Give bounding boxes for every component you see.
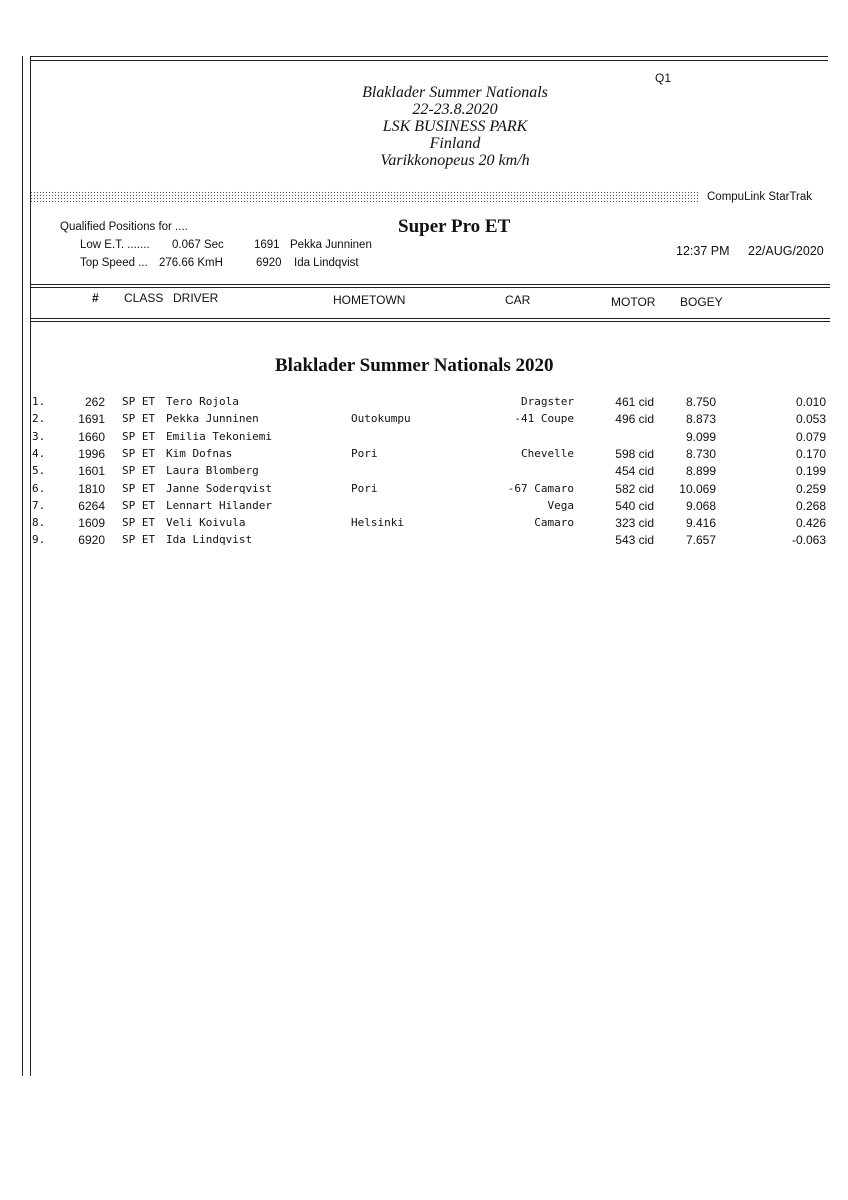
dotted-separator: [30, 191, 700, 202]
row-number: 1996: [78, 446, 105, 461]
header-rule-top-2: [30, 287, 830, 288]
row-position: 1.: [32, 395, 46, 408]
table-row: [0, 499, 848, 516]
row-bogey: 8.750: [685, 395, 716, 409]
qualified-label: Qualified Positions for ....: [60, 221, 188, 233]
table-row: [0, 482, 848, 499]
row-bogey: 9.068: [685, 498, 716, 513]
row-number: 1660: [78, 429, 105, 444]
row-number: 1601: [78, 464, 105, 479]
row-position: 2.: [32, 412, 46, 426]
row-bogey: 9.416: [685, 516, 716, 531]
table-row: [0, 516, 848, 533]
row-result: 0.170: [795, 446, 826, 461]
row-result: 0.079: [795, 429, 826, 444]
row-motor: 496 cid: [615, 412, 654, 427]
row-motor: 598 cid: [615, 446, 654, 461]
low-et-driver: Pekka Junninen: [290, 239, 372, 251]
row-driver: Kim Dofnas: [166, 446, 233, 460]
row-result: 0.268: [795, 498, 826, 513]
row-bogey: 7.657: [685, 533, 716, 548]
top-speed-car: 6920: [256, 257, 282, 269]
left-border-inner: [30, 56, 31, 1076]
row-result: 0.010: [795, 395, 826, 409]
row-bogey: 8.730: [685, 446, 716, 461]
row-motor: 454 cid: [615, 464, 654, 479]
row-motor: 323 cid: [615, 516, 654, 531]
col-car: CAR: [505, 293, 531, 307]
col-driver: DRIVER: [173, 291, 219, 305]
row-driver: Janne Soderqvist: [166, 481, 272, 495]
top-border-inner: [30, 60, 828, 61]
system-label: CompuLink StarTrak: [707, 191, 813, 203]
low-et-car: 1691: [254, 239, 280, 251]
row-bogey: 10.069: [679, 481, 716, 496]
row-driver: Ida Lindqvist: [166, 533, 253, 547]
row-result: 0.053: [795, 412, 826, 427]
row-class: SP ET: [122, 533, 156, 547]
row-hometown: Helsinki: [351, 516, 404, 530]
row-hometown: Outokumpu: [351, 412, 411, 426]
row-driver: Pekka Junninen: [166, 412, 259, 426]
row-class: SP ET: [122, 395, 156, 408]
col-hometown: HOMETOWN: [333, 293, 406, 307]
row-class: SP ET: [122, 464, 156, 478]
row-number: 1609: [78, 516, 105, 531]
round-label: Q1: [655, 71, 672, 85]
row-car: Chevelle: [521, 446, 574, 460]
low-et-label: Low E.T. .......: [80, 239, 150, 251]
row-motor: 582 cid: [615, 481, 654, 496]
table-row: [0, 395, 848, 412]
event-header: [330, 84, 580, 169]
row-position: 5.: [32, 464, 46, 478]
table-row: [0, 464, 848, 481]
row-class: SP ET: [122, 481, 156, 495]
row-number: 1810: [78, 481, 105, 496]
row-result: 0.259: [795, 481, 826, 496]
row-car: Camaro: [534, 516, 574, 530]
col-motor: MOTOR: [611, 295, 656, 309]
left-border: [22, 56, 23, 1076]
row-class: SP ET: [122, 498, 156, 512]
table-row: [0, 447, 848, 464]
row-driver: Veli Koivula: [166, 516, 246, 530]
row-driver: Emilia Tekoniemi: [166, 429, 272, 443]
row-position: 6.: [32, 481, 46, 495]
row-car: Dragster: [521, 395, 574, 408]
top-speed-label: Top Speed ...: [80, 257, 148, 269]
report-date: 22/AUG/2020: [748, 244, 824, 258]
col-class: CLASS: [124, 291, 164, 305]
event-country: Finland: [429, 135, 481, 152]
row-class: SP ET: [122, 516, 156, 530]
row-bogey: 8.873: [685, 412, 716, 427]
col-number: #: [92, 291, 99, 305]
table-row: [0, 412, 848, 429]
table-row: [0, 430, 848, 447]
row-position: 8.: [32, 516, 46, 530]
results-title: Blaklader Summer Nationals 2020: [275, 355, 554, 376]
top-speed-value: 276.66 KmH: [159, 257, 223, 269]
row-class: SP ET: [122, 446, 156, 460]
row-position: 3.: [32, 429, 46, 443]
event-title: Blaklader Summer Nationals: [362, 84, 548, 101]
class-title: Super Pro ET: [398, 216, 511, 237]
row-class: SP ET: [122, 412, 156, 426]
row-hometown: Pori: [351, 446, 378, 460]
row-driver: Laura Blomberg: [166, 464, 259, 478]
table-row: [0, 533, 848, 550]
row-car: -67 Camaro: [507, 481, 574, 495]
row-number: 262: [84, 395, 105, 409]
row-class: SP ET: [122, 429, 156, 443]
row-number: 1691: [78, 412, 105, 427]
row-position: 7.: [32, 498, 46, 512]
header-rule-top: [30, 284, 830, 285]
row-result: 0.199: [795, 464, 826, 479]
row-position: 9.: [32, 533, 46, 547]
row-number: 6264: [78, 498, 105, 513]
row-driver: Lennart Hilander: [166, 498, 272, 512]
event-dates: 22-23.8.2020: [412, 101, 498, 118]
col-bogey: BOGEY: [680, 295, 723, 309]
row-bogey: 9.099: [685, 429, 716, 444]
header-rule-bottom: [30, 318, 830, 319]
row-car: -41 Coupe: [514, 412, 574, 426]
row-result: 0.426: [795, 516, 826, 531]
row-number: 6920: [78, 533, 105, 548]
row-result: -0.063: [791, 533, 826, 548]
row-hometown: Pori: [351, 481, 378, 495]
top-border: [30, 56, 828, 57]
row-car: Vega: [547, 498, 574, 512]
low-et-value: 0.067 Sec: [172, 239, 224, 251]
row-position: 4.: [32, 446, 46, 460]
top-speed-driver: Ida Lindqvist: [294, 257, 359, 269]
row-motor: 540 cid: [615, 498, 654, 513]
row-motor: 543 cid: [615, 533, 654, 548]
row-motor: 461 cid: [615, 395, 654, 409]
report-time: 12:37 PM: [676, 244, 730, 258]
row-driver: Tero Rojola: [166, 395, 239, 408]
event-venue: LSK BUSINESS PARK: [382, 118, 528, 135]
event-pit-speed: Varikkonopeus 20 km/h: [380, 152, 530, 169]
header-rule-bottom-2: [30, 321, 830, 322]
row-bogey: 8.899: [685, 464, 716, 479]
